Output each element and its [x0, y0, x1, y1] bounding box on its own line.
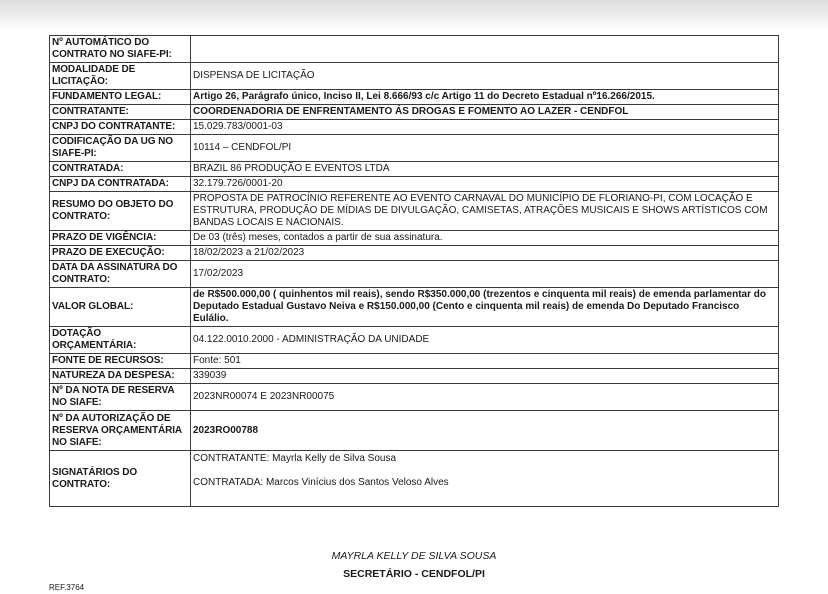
value-data-assinatura: 17/02/2023	[191, 261, 779, 288]
signatory-contratante: CONTRATANTE: Mayrla Kelly de Silva Sousa	[193, 453, 397, 464]
row-valor-global	[50, 288, 779, 327]
row-nota-reserva	[50, 384, 779, 411]
value-natureza-despesa: 339039	[191, 369, 779, 384]
label-modalidade: MODALIDADE DE LICITAÇÃO:	[50, 63, 191, 90]
label-cnpj-contratada: CNPJ DA CONTRATADA:	[50, 177, 191, 192]
label-resumo-objeto: RESUMO DO OBJETO DO CONTRATO:	[50, 192, 191, 231]
value-autorizacao-reserva: 2023RO00788	[191, 411, 779, 451]
label-prazo-vigencia: PRAZO DE VIGÊNCIA:	[50, 231, 191, 246]
row-data-assinatura	[50, 261, 779, 288]
value-fundamento-legal: Artigo 26, Parágrafo único, Inciso II, Lei 8.666/93 c/c Artigo 11 do Decreto Estadual nº16.266/2015.	[191, 90, 779, 105]
label-codificacao-ug: CODIFICAÇÃO DA UG NO SIAFE-PI:	[50, 135, 191, 162]
label-natureza-despesa: NATUREZA DA DESPESA:	[50, 369, 191, 384]
label-autorizacao-reserva: Nº DA AUTORIZAÇÃO DE RESERVA ORÇAMENTÁRIA NO SIAFE:	[50, 411, 191, 451]
row-modalidade	[50, 63, 779, 90]
value-numero-contrato	[191, 36, 779, 63]
label-fundamento-legal: FUNDAMENTO LEGAL:	[50, 90, 191, 105]
row-prazo-execucao	[50, 246, 779, 261]
value-contratante: COORDENADORIA DE ENFRENTAMENTO ÁS DROGAS E FOMENTO AO LAZER - CENDFOL	[191, 105, 779, 120]
row-fundamento-legal	[50, 90, 779, 105]
value-valor-global: de R$500.000,00 ( quinhentos mil reais), sendo R$350.000,00 (trezentos e cinquenta mil reais) de emenda parlamentar do Deputado Estadual Gustavo Neiva e R$150.000,00 (Cento e cinquenta mil reais) de emenda Do Deputado Francisco Eulálio.	[191, 288, 779, 327]
row-signatarios	[50, 451, 779, 507]
row-dotacao	[50, 327, 779, 354]
value-modalidade: DISPENSA DE LICITAÇÃO	[191, 63, 779, 90]
label-contratada: CONTRATADA:	[50, 162, 191, 177]
value-fonte-recursos: Fonte: 501	[191, 354, 779, 369]
row-cnpj-contratante	[50, 120, 779, 135]
value-contratada: BRAZIL 86 PRODUÇÃO E EVENTOS LTDA	[191, 162, 779, 177]
row-prazo-vigencia	[50, 231, 779, 246]
label-valor-global: VALOR GLOBAL:	[50, 288, 191, 327]
label-nota-reserva: Nº DA NOTA DE RESERVA NO SIAFE:	[50, 384, 191, 411]
label-signatarios: SIGNATÁRIOS DO CONTRATO:	[50, 451, 191, 507]
row-natureza-despesa	[50, 369, 779, 384]
row-autorizacao-reserva	[50, 411, 779, 451]
value-cnpj-contratante: 15.029.783/0001-03	[191, 120, 779, 135]
row-contratada	[50, 162, 779, 177]
value-prazo-execucao: 18/02/2023 a 21/02/2023	[191, 246, 779, 261]
value-dotacao: 04.122.0010.2000 - ADMINISTRAÇÃO DA UNIDADE	[191, 327, 779, 354]
value-signatarios	[191, 451, 779, 507]
row-numero-contrato	[50, 36, 779, 63]
row-contratante	[50, 105, 779, 120]
value-cnpj-contratada: 32.179.726/0001-20	[191, 177, 779, 192]
row-codificacao-ug	[50, 135, 779, 162]
label-dotacao: DOTAÇÃO ORÇAMENTÁRIA:	[50, 327, 191, 354]
value-nota-reserva: 2023NR00074 E 2023NR00075	[191, 384, 779, 411]
label-contratante: CONTRATANTE:	[50, 105, 191, 120]
value-codificacao-ug: 10114 – CENDFOL/PI	[191, 135, 779, 162]
signer-role: SECRETÁRIO - CENDFOL/PI	[343, 568, 485, 580]
row-fonte-recursos	[50, 354, 779, 369]
label-data-assinatura: DATA DA ASSINATURA DO CONTRATO:	[50, 261, 191, 288]
label-cnpj-contratante: CNPJ DO CONTRATANTE:	[50, 120, 191, 135]
value-resumo-objeto: PROPOSTA DE PATROCÍNIO REFERENTE AO EVENTO CARNAVAL DO MUNICÍPIO DE FLORIANO-PI, COM LOCAÇÃO E ESTRUTURA, PRODUÇÃO DE MÍDIAS DE DIVULGAÇÃO, CAMISETAS, ATRAÇÕES MUSICAIS E SHOWS ARTÍSTICOS COM BANDAS LOCAIS E NACIONAIS.	[191, 192, 779, 231]
page-top-shadow	[0, 0, 828, 30]
reference-number: REF.3764	[49, 583, 85, 592]
label-prazo-execucao: PRAZO DE EXECUÇÃO:	[50, 246, 191, 261]
signer-name: MAYRLA KELLY DE SILVA SOUSA	[331, 550, 497, 562]
contract-extract-table	[49, 35, 779, 507]
row-cnpj-contratada	[50, 177, 779, 192]
label-fonte-recursos: FONTE DE RECURSOS:	[50, 354, 191, 369]
label-numero-contrato: Nº AUTOMÁTICO DO CONTRATO NO SIAFE-PI:	[50, 36, 191, 63]
signatory-contratada: CONTRATADA: Marcos Vinícius dos Santos Veloso Alves	[193, 477, 449, 488]
row-resumo-objeto	[50, 192, 779, 231]
value-prazo-vigencia: De 03 (três) meses, contados a partir de sua assinatura.	[191, 231, 779, 246]
